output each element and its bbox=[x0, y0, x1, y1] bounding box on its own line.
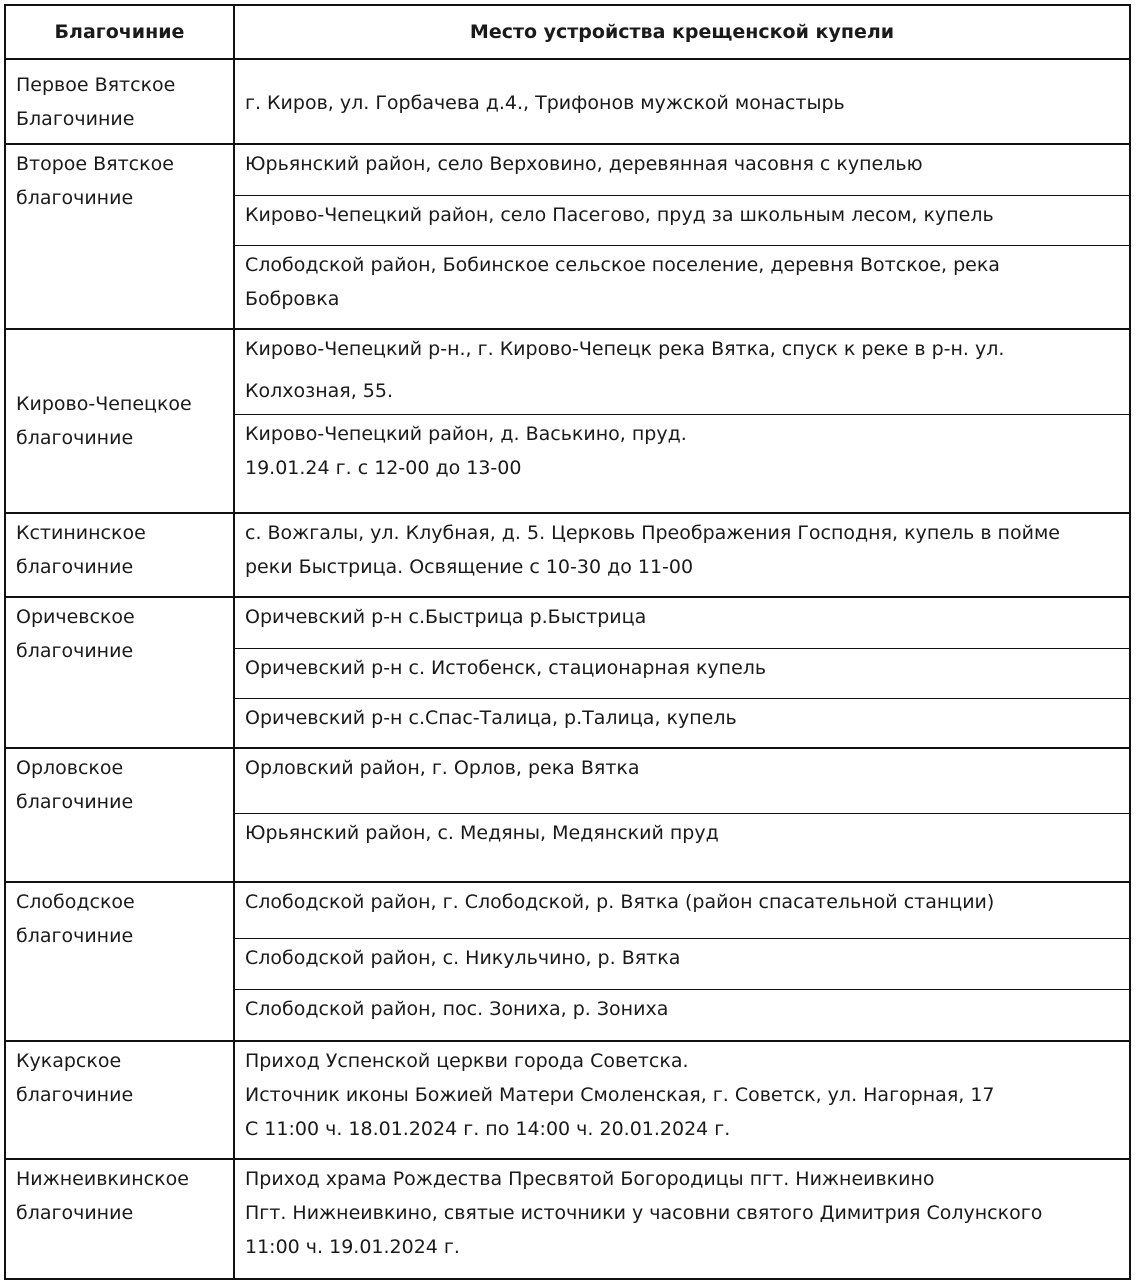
place-cell bbox=[235, 60, 1129, 143]
place-cell bbox=[235, 195, 1129, 245]
place-cell bbox=[235, 414, 1129, 512]
place-line: реки Быстрица. Освящение с 10-30 до 11-00 bbox=[245, 556, 694, 578]
place-line: Пгт. Нижнеивкино, святые источники у часовни святого Димитрия Солунского bbox=[245, 1202, 1043, 1224]
place-line: Слободской район, Бобинское сельское поселение, деревня Вотское, река bbox=[245, 254, 1000, 276]
place-line: С 11:00 ч. 18.01.2024 г. по 14:00 ч. 20.01.2024 г. bbox=[245, 1118, 731, 1140]
deanery-group bbox=[6, 596, 1129, 747]
deanery-name-line: благочиние bbox=[16, 1084, 134, 1106]
place-cell bbox=[235, 514, 1129, 596]
place-cell bbox=[235, 648, 1129, 698]
deanery-name-line: Второе Вятское bbox=[16, 153, 174, 175]
place-line: Приход Успенской церкви города Советска. bbox=[245, 1050, 689, 1072]
deanery-name-line: благочиние bbox=[16, 556, 134, 578]
deanery-name bbox=[6, 145, 235, 328]
place-line: Орловский район, г. Орлов, река Вятка bbox=[245, 757, 640, 779]
deanery-name-line: Кукарское bbox=[16, 1050, 122, 1072]
deanery-name bbox=[6, 598, 235, 747]
deanery-group bbox=[6, 58, 1129, 143]
place-cell bbox=[235, 1160, 1129, 1278]
deanery-name bbox=[6, 1042, 235, 1158]
deanery-name-line: Оричевское bbox=[16, 606, 135, 628]
place-line: Оричевский р-н с.Быстрица р.Быстрица bbox=[245, 606, 647, 628]
place-line: Источник иконы Божией Матери Смоленская, г. Советск, ул. Нагорная, 17 bbox=[245, 1084, 995, 1106]
deanery-name-line: благочиние bbox=[16, 1202, 134, 1224]
place-cell bbox=[235, 813, 1129, 881]
deanery-name-line: Орловское bbox=[16, 757, 124, 779]
deanery-name-line: Кстининское bbox=[16, 522, 146, 544]
deanery-group bbox=[6, 1040, 1129, 1158]
place-line: 19.01.24 г. с 12-00 до 13-00 bbox=[245, 457, 522, 479]
place-line: Приход храма Рождества Пресвятой Богородицы пгт. Нижнеивкино bbox=[245, 1168, 935, 1190]
place-line: Кирово-Чепецкий район, село Пасегово, пруд за школьным лесом, купель bbox=[245, 204, 994, 226]
place-cell bbox=[235, 145, 1129, 195]
deanery-name-line: благочиние bbox=[16, 791, 134, 813]
deanery-name-line: Благочиние bbox=[16, 107, 135, 130]
deanery-name-line: благочиние bbox=[16, 427, 134, 449]
place-cell bbox=[235, 245, 1129, 328]
place-cell bbox=[235, 598, 1129, 648]
place-line: Слободской район, пос. Зониха, р. Зониха bbox=[245, 998, 669, 1020]
baptismal-font-table bbox=[4, 4, 1131, 1280]
deanery-group bbox=[6, 881, 1129, 1040]
deanery-name-line: благочиние bbox=[16, 925, 134, 947]
place-line: г. Киров, ул. Горбачева д.4., Трифонов мужской монастырь bbox=[245, 91, 845, 114]
place-cell bbox=[235, 749, 1129, 813]
deanery-name-line: Первое Вятское bbox=[16, 73, 176, 96]
deanery-name bbox=[6, 60, 235, 143]
deanery-name bbox=[6, 883, 235, 1040]
deanery-name-line: Нижнеивкинское bbox=[16, 1168, 189, 1190]
table-header bbox=[6, 6, 1129, 58]
place-line: 11:00 ч. 19.01.2024 г. bbox=[245, 1236, 460, 1258]
place-line: Кирово-Чепецкий район, д. Васькино, пруд. bbox=[245, 423, 687, 445]
deanery-name bbox=[6, 749, 235, 881]
place-line: Слободской район, г. Слободской, р. Вятка (район спасательной станции) bbox=[245, 891, 995, 913]
deanery-name bbox=[6, 1160, 235, 1278]
deanery-group bbox=[6, 747, 1129, 881]
deanery-name bbox=[6, 330, 235, 512]
place-line: Колхозная, 55. bbox=[245, 380, 394, 402]
deanery-name-line: благочиние bbox=[16, 187, 134, 209]
header-deanery: Благочиние bbox=[6, 6, 235, 58]
deanery-name-line: Слободское bbox=[16, 891, 135, 913]
deanery-name-line: благочиние bbox=[16, 640, 134, 662]
place-cell bbox=[235, 698, 1129, 747]
place-line: Оричевский р-н с. Истобенск, стационарная купель bbox=[245, 657, 767, 679]
place-cell bbox=[235, 883, 1129, 938]
place-cell bbox=[235, 1042, 1129, 1158]
deanery-group bbox=[6, 512, 1129, 596]
place-line: Оричевский р-н с.Спас-Талица, р.Талица, купель bbox=[245, 707, 737, 729]
place-cell bbox=[235, 938, 1129, 989]
place-line: Слободской район, с. Никульчино, р. Вятка bbox=[245, 947, 681, 969]
place-line: Бобровка bbox=[245, 288, 340, 310]
deanery-name bbox=[6, 514, 235, 596]
place-cell bbox=[235, 989, 1129, 1040]
header-place: Место устройства крещенской купели bbox=[469, 21, 895, 43]
place-line: с. Вожгалы, ул. Клубная, д. 5. Церковь Преображения Господня, купель в пойме bbox=[245, 522, 1060, 544]
place-cell bbox=[235, 330, 1129, 414]
place-line: Юрьянский район, с. Медяны, Медянский пруд bbox=[245, 822, 719, 844]
deanery-group bbox=[6, 328, 1129, 512]
place-line: Юрьянский район, село Верховино, деревянная часовня с купелью bbox=[245, 153, 923, 175]
place-line: Кирово-Чепецкий р-н., г. Кирово-Чепецк река Вятка, спуск к реке в р-н. ул. bbox=[245, 338, 1005, 360]
deanery-group bbox=[6, 1158, 1129, 1278]
deanery-name-line: Кирово-Чепецкое bbox=[16, 393, 192, 415]
deanery-group bbox=[6, 143, 1129, 328]
